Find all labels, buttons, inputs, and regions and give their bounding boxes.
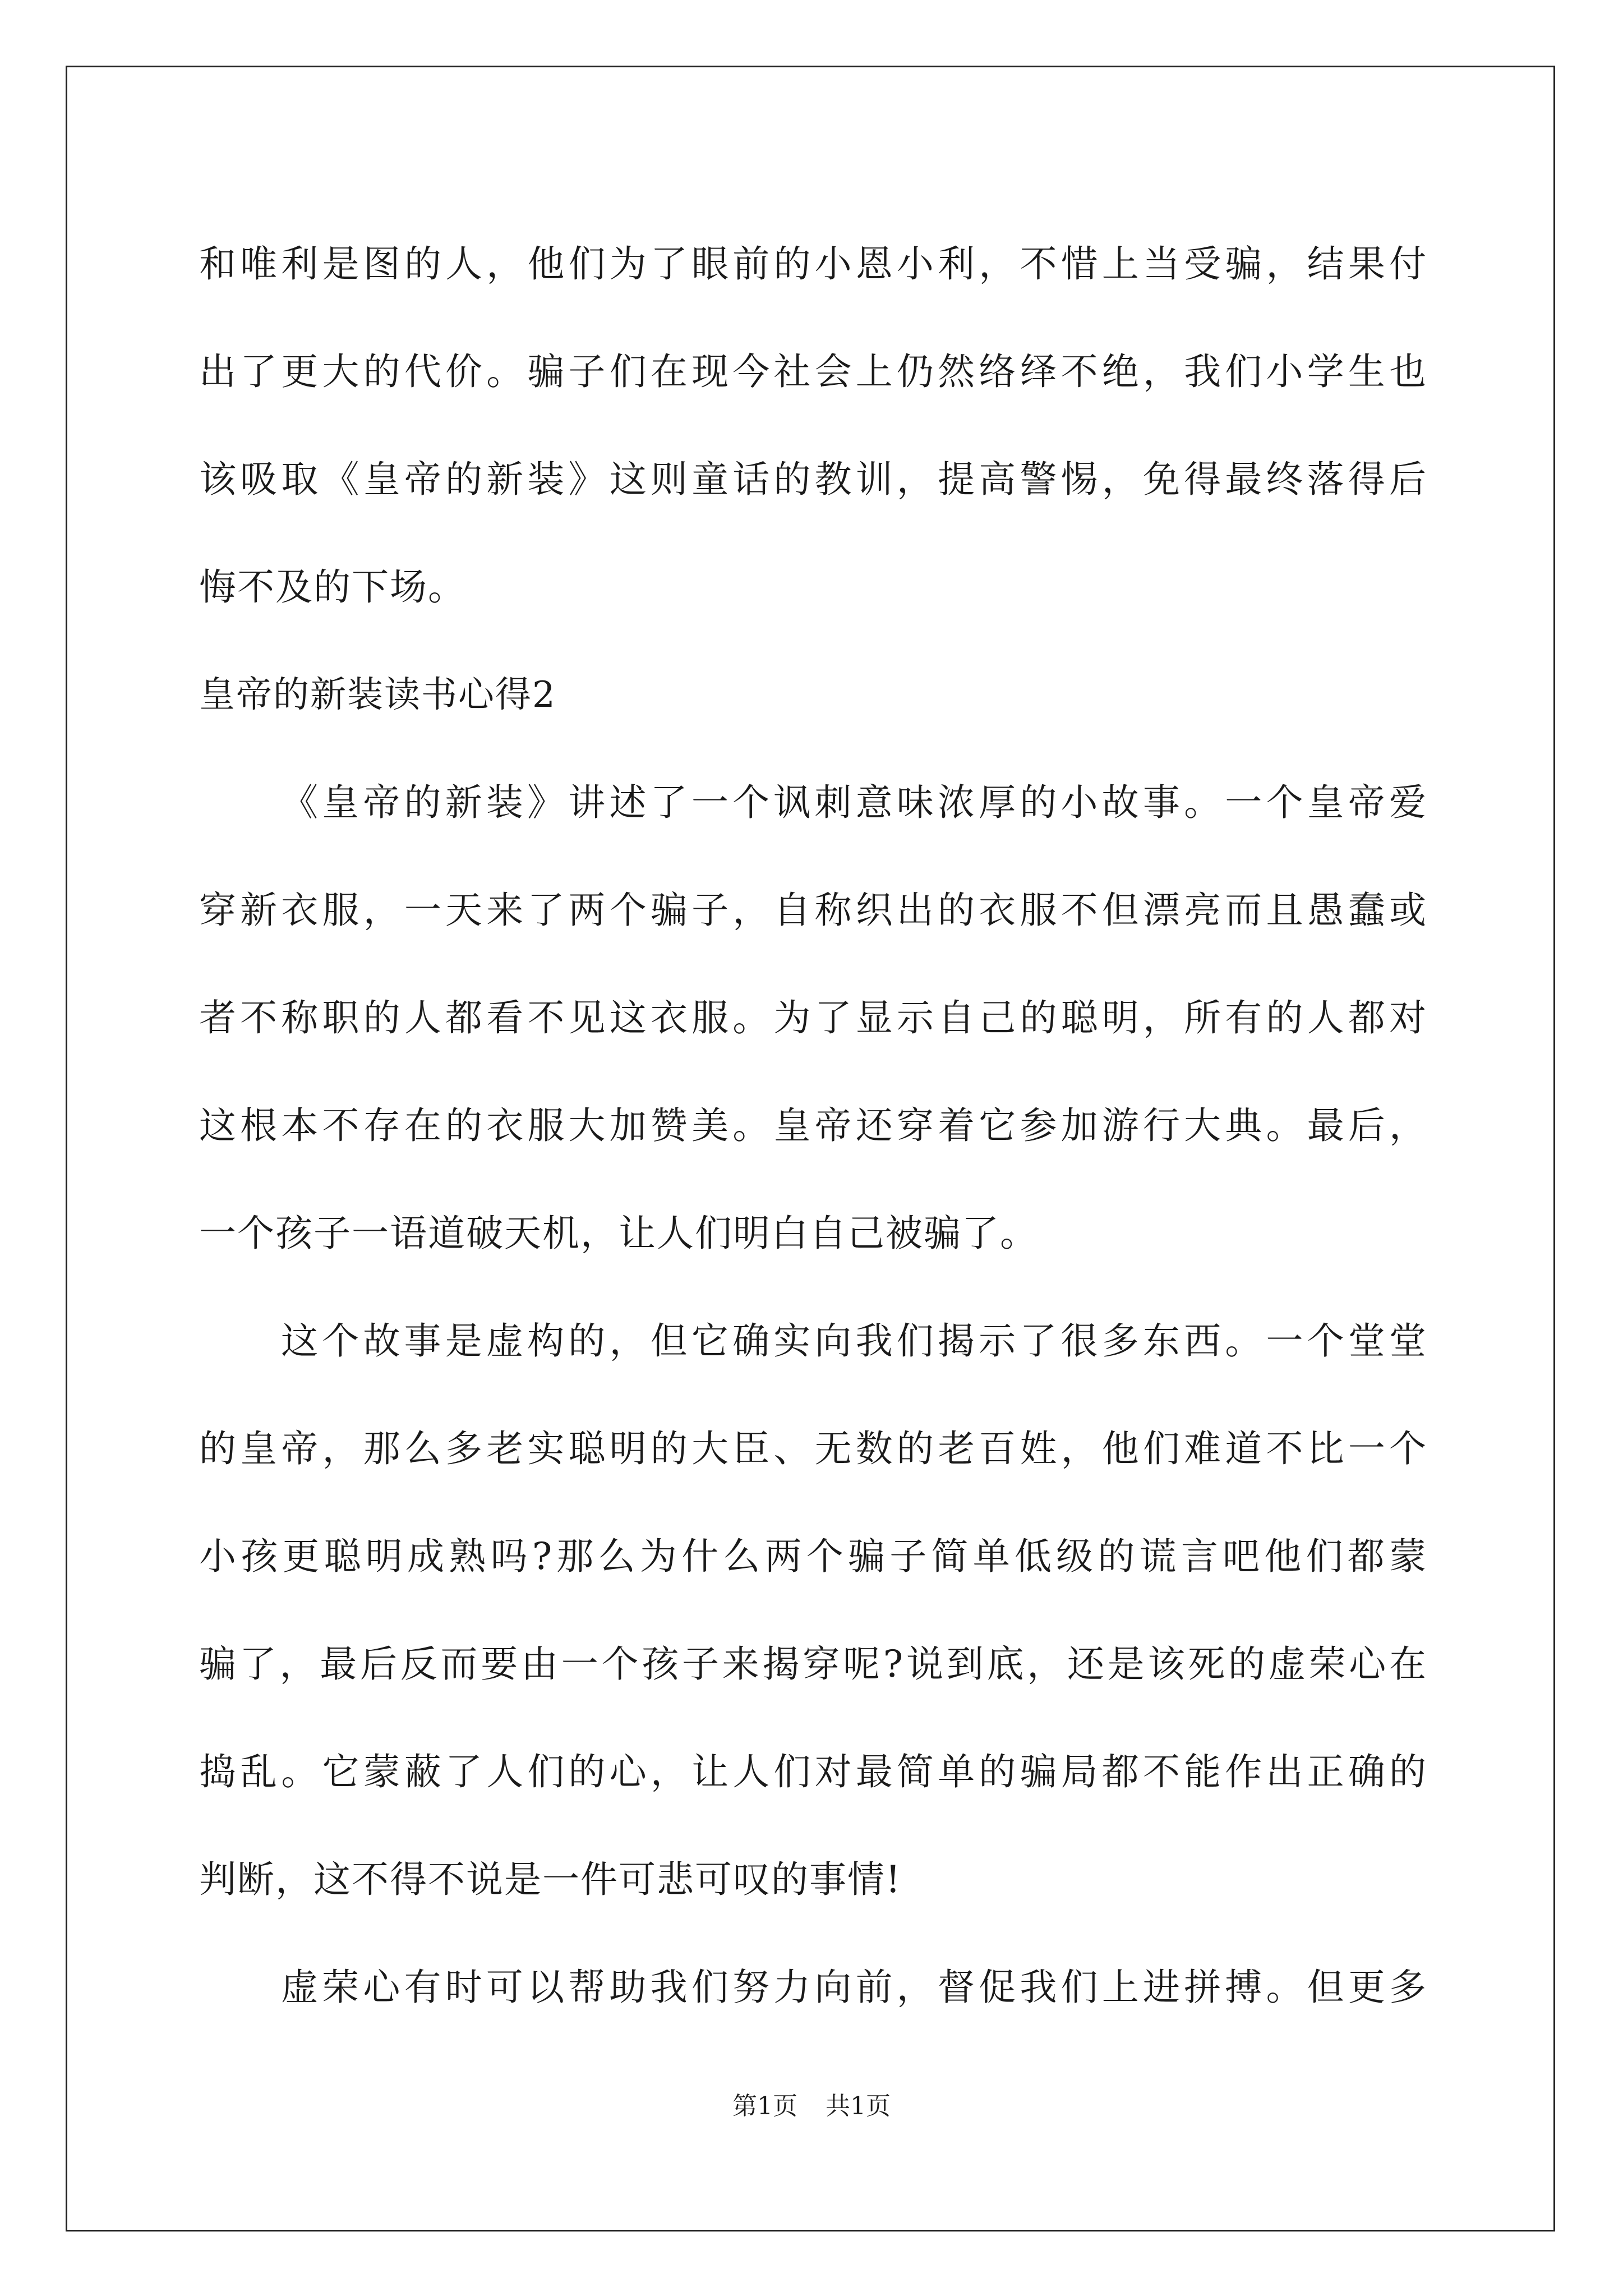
text-line: 判断，这不得不说是一件可悲可叹的事情! xyxy=(199,1858,902,1901)
text-line: 这根本不存在的衣服大加赞美。皇帝还穿着它参加游行大典。最后， xyxy=(199,1104,1427,1147)
text-line: 出了更大的代价。骗子们在现今社会上仍然络绎不绝，我们小学生也 xyxy=(199,350,1427,393)
text-line: 小孩更聪明成熟吗?那么为什么两个骗子简单低级的谎言吧他们都蒙 xyxy=(199,1535,1427,1578)
page-footer xyxy=(0,2090,1623,2123)
paragraph-first-line: 虚荣心有时可以帮助我们努力向前，督促我们上进拼搏。但更多 xyxy=(281,1966,1427,2009)
page-number: 第1页 xyxy=(732,2092,797,2120)
text-line: 悔不及的下场。 xyxy=(199,565,466,609)
text-line: 的皇帝，那么多老实聪明的大臣、无数的老百姓，他们难道不比一个 xyxy=(199,1427,1427,1470)
text-line: 者不称职的人都看不见这衣服。为了显示自己的聪明，所有的人都对 xyxy=(199,996,1427,1039)
text-line: 和唯利是图的人，他们为了眼前的小恩小利，不惜上当受骗，结果付 xyxy=(199,242,1427,286)
text-line: 穿新衣服，一天来了两个骗子，自称织出的衣服不但漂亮而且愚蠢或 xyxy=(199,889,1427,932)
document-body xyxy=(199,210,1427,2041)
text-line: 一个孩子一语道破天机，让人们明白自己被骗了。 xyxy=(199,1212,1038,1255)
text-line: 该吸取《皇帝的新装》这则童话的教训，提高警惕，免得最终落得后 xyxy=(199,458,1427,501)
page-total: 共1页 xyxy=(826,2092,891,2120)
text-line: 骗了，最后反而要由一个孩子来揭穿呢?说到底，还是该死的虚荣心在 xyxy=(199,1642,1427,1686)
paragraph-first-line: 《皇帝的新装》讲述了一个讽刺意味浓厚的小故事。一个皇帝爱 xyxy=(281,781,1427,824)
paragraph-first-line: 这个故事是虚构的，但它确实向我们揭示了很多东西。一个堂堂 xyxy=(281,1319,1427,1363)
section-heading: 皇帝的新装读书心得2 xyxy=(199,674,556,716)
text-line: 捣乱。它蒙蔽了人们的心，让人们对最简单的骗局都不能作出正确的 xyxy=(199,1750,1427,1793)
